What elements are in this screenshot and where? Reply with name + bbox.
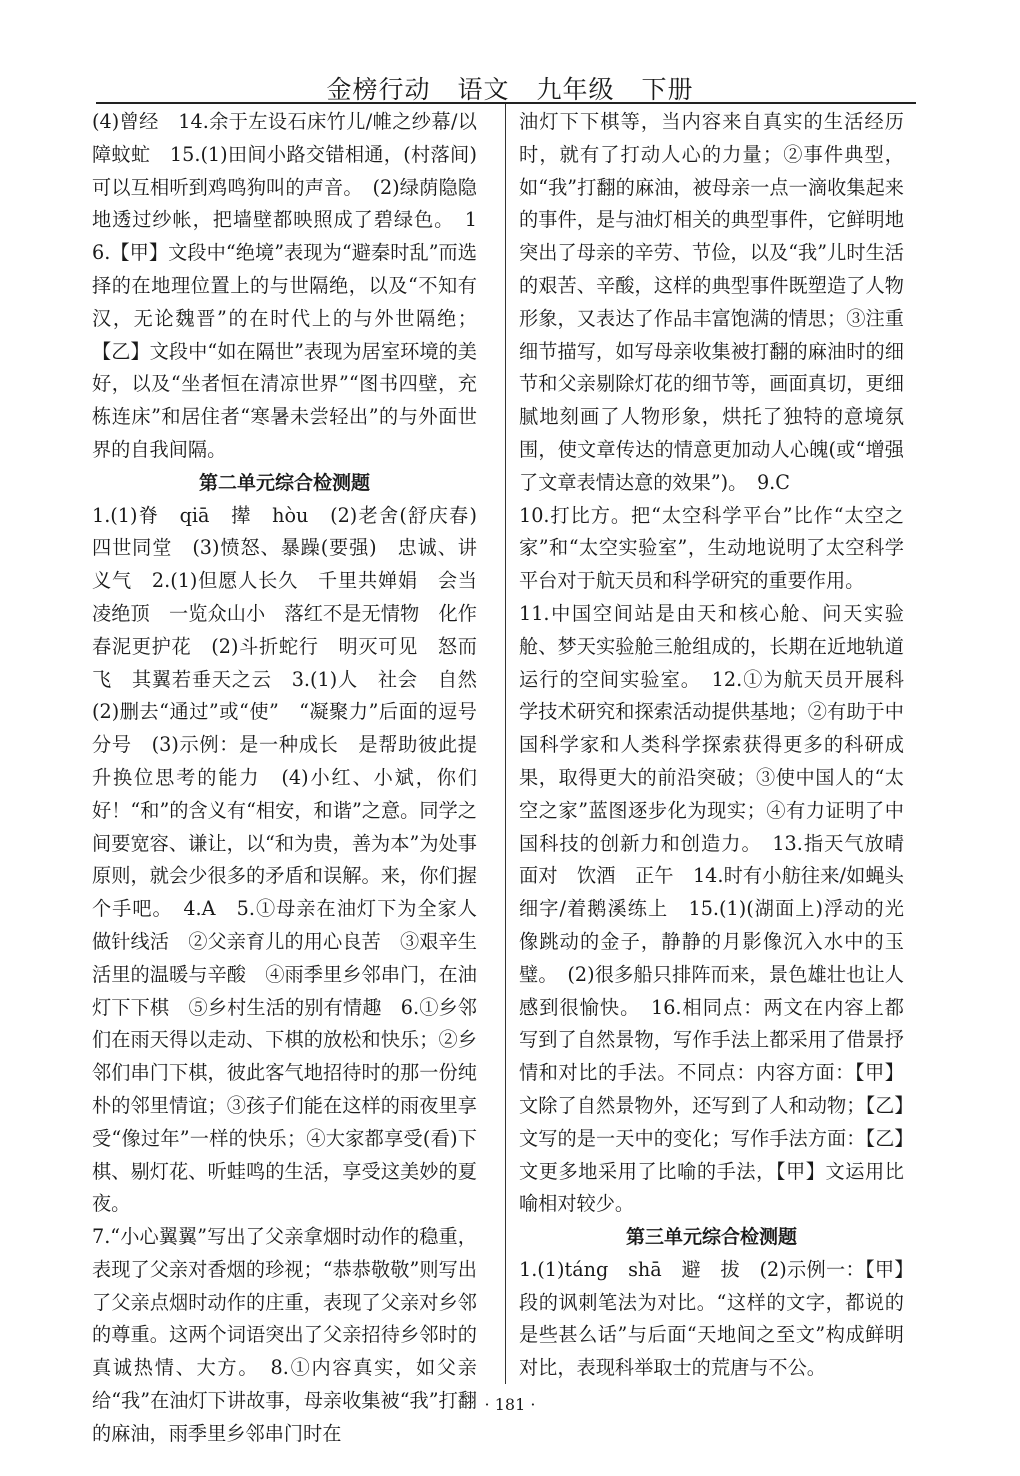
section-title-unit2: 第二单元综合检测题 <box>198 471 370 494</box>
grade-label: 九年级 <box>536 75 615 104</box>
subject-label: 语文 <box>457 75 510 104</box>
book-series-title: 金榜行动 <box>326 75 431 104</box>
left-column <box>92 106 497 1451</box>
answer-paragraph: (4)曾经 14.余于左设石床竹儿/帷之纱幕/以障蚊虻 15.(1)田间小路交错相通，(村落间)可以互相听到鸡鸣狗叫的声音。 (2)绿荫隐隐地透过纱帐，把墙壁都映照成了碧绿色。 16.【甲】文段中“绝境”表现为“避秦时乱”而选择的在地理位置上的与世隔绝，以及“不知有汉，无论魏晋”的在时代上的与外世隔绝；【乙】文段中“如在隔世”表现为居室环境的美好，以及“坐者恒在清凉世界”“图书四壁，充栋连床”和居住者“寒暑未尝轻出”的与外面世界的自我间隔。 <box>92 110 477 461</box>
answer-paragraph: 油灯下下棋等，当内容来自真实的生活经历时，就有了打动人心的力量；②事件典型，如“我”打翻的麻油，被母亲一点一滴收集起来的事件，是与油灯相关的典型事件，它鲜明地突出了母亲的辛劳、节俭，以及“我”儿时生活的艰苦、辛酸，这样的典型事件既塑造了人物形象，又表达了作品丰富饱满的情思；③注重细节描写，如写母亲收集被打翻的麻油时的细节和父亲剔除灯花的细节等，画面真切，更细腻地刻画了人物形象，烘托了独特的意境氛围，使文章传达的情意更加动人心魄(或“增强了文章表情达意的效果”)。 9.C <box>519 110 904 494</box>
section-title-unit3: 第三单元综合检测题 <box>625 1226 797 1249</box>
page-header <box>0 70 1020 106</box>
right-column <box>519 106 924 1385</box>
answer-paragraph: 10.打比方。把“太空科学平台”比作“太空之家”和“太空实验室”，生动地说明了太空科学平台对于航天员和科学研究的重要作用。 <box>519 503 904 593</box>
page-number: · 181 · <box>484 1395 536 1414</box>
answer-paragraph: 11.中国空间站是由天和核心舱、问天实验舱、梦天实验舱三舱组成的，长期在近地轨道运行的空间实验室。 12.①为航天员开展科学技术研究和探索活动提供基地；②有助于中国科学家和人类科学探索获得更多的科研成果，取得更大的前沿突破；③使中国人的“太空之家”蓝图逐步化为现实；④有力证明了中国科技的创新力和创造力。 13.指天气放晴 面对 饮酒 正午 14.时有小舫往来/如蝇头细字/着鹅溪练上 15.(1)(湖面上)浮动的光像跳动的金子，静静的月影像沉入水中的玉璧。 (2)很多船只排阵而来，景色雄壮也让人感到很愉快。 16.相同点：两文在内容上都写到了自然景物，写作手法上都采用了借景抒情和对比的手法。不同点：内容方面：【甲】文除了自然景物外，还写到了人和动物；【乙】文写的是一天中的变化；写作手法方面：【乙】文更多地采用了比喻的手法，【甲】文运用比喻相对较少。 <box>519 601 924 1216</box>
answer-paragraph: 1.(1)táng shā 避 拔 (2)示例一：【甲】段的讽刺笔法为对比。“这样的文字，都说的是些甚么话”与后面“天地间之至文”构成鲜明对比，表现科举取士的荒唐与不公。 <box>519 1257 904 1380</box>
volume-label: 下册 <box>641 75 694 104</box>
header-rule <box>96 102 916 104</box>
answer-paragraph: 7.“小心翼翼”写出了父亲拿烟时动作的稳重，表现了父亲对香烟的珍视；“恭恭敬敬”则写出了父亲点烟时动作的庄重，表现了父亲对乡邻的尊重。这两个词语突出了父亲招待乡邻时的真诚热情、大方。 8.①内容真实，如父亲给“我”在油灯下讲故事，母亲收集被“我”打翻的麻油，雨季里乡邻串门时在 <box>92 1225 477 1445</box>
column-divider <box>505 104 506 1384</box>
answer-paragraph: 1.(1)脊 qiā 撵 hòu (2)老舍(舒庆春) 四世同堂 (3)愤怒、暴躁(要强) 忠诚、讲义气 2.(1)但愿人长久 千里共婵娟 会当凌绝顶 一览众山小 落红不是无情物 化作春泥更护花 (2)斗折蛇行 明灭可见 怒而飞 其翼若垂天之云 3.(1)人 社会 自然 (2)删去“通过”或“使” “凝聚力”后面的逗号 分号 (3)示例：是一种成长 是帮助彼此提升换位思考的能力 (4)小红、小斌，你们好！“和”的含义有“相安，和谐”之意。同学之间要宽容、谦让，以“和为贵，善为本”为处事原则，就会少很多的矛盾和误解。来，你们握个手吧。 4.A 5.①母亲在油灯下为全家人做针线活 ②父亲育儿的用心良苦 ③艰辛生活里的温暖与辛酸 ④雨季里乡邻串门，在油灯下下棋 ⑤乡村生活的别有情趣 6.①乡邻们在雨天得以走动、下棋的放松和快乐；②乡邻们串门下棋，彼此客气地招待时的那一份纯朴的邻里情谊；③孩子们能在这样的雨夜里享受“像过年”一样的快乐；④大家都享受(看)下棋、剔灯花、听蛙鸣的生活，享受这美妙的夏夜。 <box>92 503 497 1216</box>
